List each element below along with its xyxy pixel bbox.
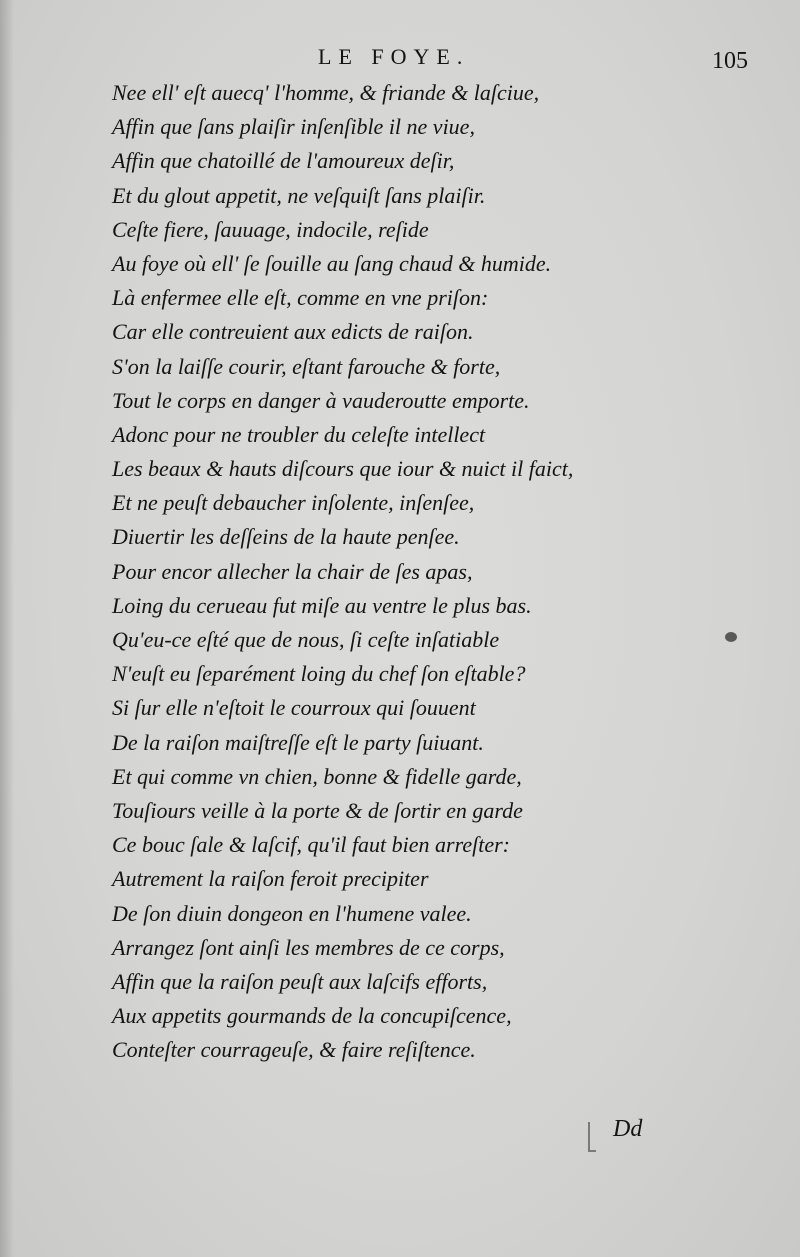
ink-spot bbox=[725, 632, 737, 642]
verse-line: De la raiſon maiſtreſſe eſt le party ſuiuant. bbox=[112, 729, 484, 755]
verse-line: Qu'eu-ce eſté que de nous, ſi ceſte inſatiable bbox=[112, 627, 500, 652]
verse-line: Affin que la raiſon peuſt aux laſcifs efforts, bbox=[112, 968, 488, 994]
verse-line: S'on la laiſſe courir, eſtant farouche & forte, bbox=[112, 353, 501, 379]
verse-line: Diuertir les deſſeins de la haute penſee. bbox=[112, 524, 460, 550]
verse-line: Nee ell' eſt auecq' l'homme, & friande & laſciue, bbox=[112, 80, 540, 105]
verse-line: Et ne peuſt debaucher inſolente, inſenſee, bbox=[112, 490, 475, 516]
verse-line: Tout le corps en danger à vauderoutte emporte. bbox=[112, 387, 530, 413]
verse-line: Affin que ſans plaiſir inſenſible il ne viue, bbox=[112, 114, 475, 140]
verse-line: Arrangez ſont ainſi les membres de ce corps, bbox=[112, 934, 505, 960]
verse-line: Et du glout appetit, ne veſquiſt ſans plaiſir. bbox=[112, 182, 486, 208]
verse-line: Adonc pour ne troubler du celeſte intellect bbox=[112, 421, 486, 447]
running-title: LE FOYE. bbox=[318, 44, 470, 69]
verse-line: Ce bouc ſale & laſcif, qu'il faut bien arreſter: bbox=[112, 832, 510, 858]
page-number: 105 bbox=[712, 48, 748, 74]
verse-line: De ſon diuin dongeon en l'humene valee. bbox=[112, 900, 472, 926]
verse-line: Loing du cerueau fut miſe au ventre le plus bas. bbox=[112, 592, 532, 618]
verse-line: Autrement la raiſon feroit precipiter bbox=[112, 866, 429, 892]
verse-line: Affin que chatoillé de l'amoureux deſir, bbox=[112, 148, 455, 174]
verse-line: N'euſt eu ſeparément loing du chef ſon eſtable? bbox=[112, 661, 526, 687]
verse-line: Et qui comme vn chien, bonne & fidelle garde, bbox=[112, 763, 522, 789]
verse-line: Au foye où ell' ſe ſouille au ſang chaud & humide. bbox=[112, 250, 552, 276]
verse-line: Là enfermee elle eſt, comme en vne priſon: bbox=[112, 285, 489, 311]
verse-line: Si ſur elle n'eſtoit le courroux qui ſouuent bbox=[112, 695, 476, 721]
printer-bracket-mark bbox=[588, 1122, 596, 1152]
verse-line: Aux appetits gourmands de la concupiſcence, bbox=[112, 1003, 512, 1029]
verse-line: Ceſte fiere, ſauuage, indocile, reſide bbox=[112, 216, 429, 242]
verse-line: Car elle contreuient aux edicts de raiſon. bbox=[112, 319, 474, 345]
verse-line: Pour encor allecher la chair de ſes apas, bbox=[112, 558, 473, 584]
catchword: Dd bbox=[613, 1116, 643, 1142]
binding-shadow bbox=[0, 0, 14, 1257]
verse-line: Les beaux & hauts diſcours que iour & nuict il faict, bbox=[112, 456, 574, 482]
verse-line: Touſiours veille à la porte & de ſortir en garde bbox=[112, 797, 523, 823]
verse-block bbox=[112, 76, 573, 1067]
verse-line: Conteſter courrageuſe, & faire reſiſtence. bbox=[112, 1037, 476, 1063]
